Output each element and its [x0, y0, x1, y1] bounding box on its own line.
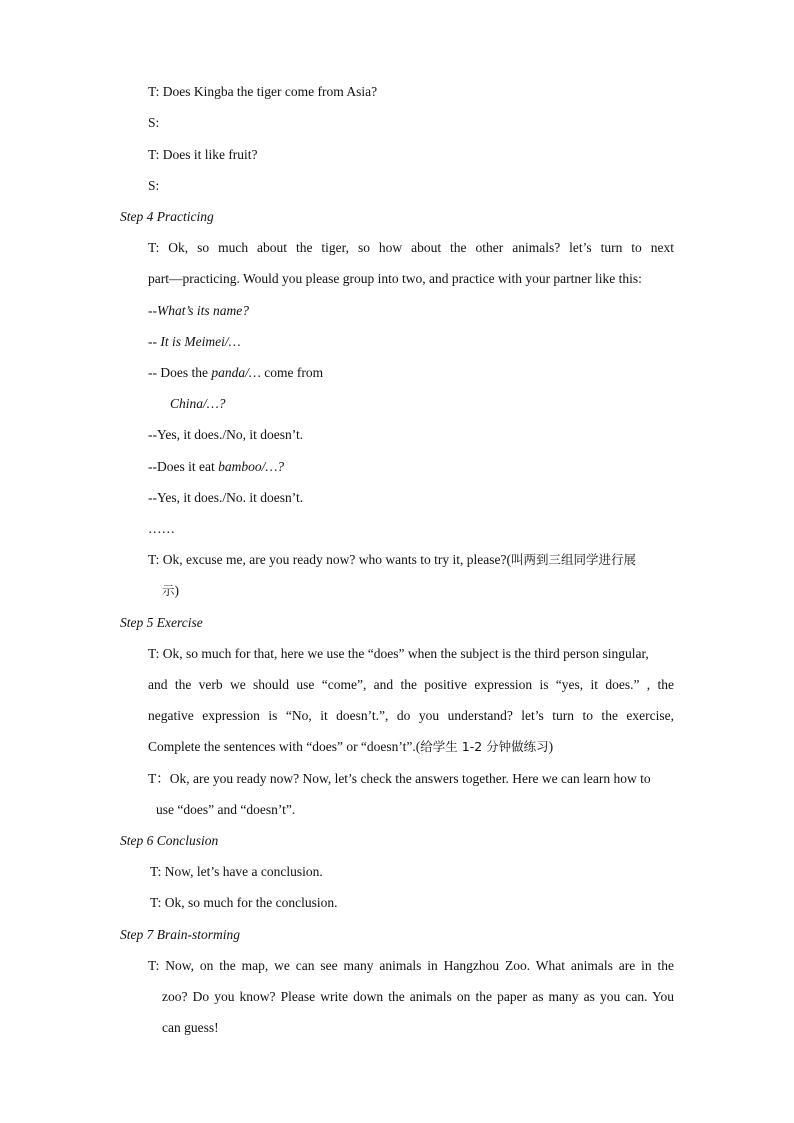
example-italic: It is Meimei/… — [160, 334, 241, 349]
paragraph-line: part—practicing. Would you please group into two, and practice with your partner like this: — [148, 271, 642, 286]
example-italic: bamboo/…? — [218, 459, 285, 474]
example-line: China/…? — [170, 396, 226, 411]
step-heading: Step 6 Conclusion — [120, 833, 219, 848]
step-heading: Step 7 Brain-storming — [120, 927, 240, 942]
text-en: T: Ok, excuse me, are you ready now? who wants to try it, please?( — [148, 552, 511, 567]
example-line — [148, 302, 249, 319]
paragraph-line: use “does” and “doesn’t”. — [156, 802, 296, 817]
dialogue-line: T: Does it like fruit? — [148, 147, 258, 162]
paragraph-line: negative expression is “No, it doesn’t.”, do you understand? let’s turn to the exercise, — [148, 708, 674, 723]
paragraph-line: T: Ok, so much about the tiger, so how about the other animals? let’s turn to next — [148, 240, 674, 255]
example-prefix: -- Does the — [148, 365, 212, 380]
text-en: Complete the sentences with “does” or “doesn’t”.( — [148, 739, 421, 754]
example-line — [148, 364, 323, 381]
example-line: --Yes, it does./No. it doesn’t. — [148, 490, 304, 505]
paragraph-line — [162, 582, 179, 599]
dialogue-line: S: — [148, 178, 160, 193]
dialogue-line: S: — [148, 115, 160, 130]
paragraph-line: T: Ok, so much for the conclusion. — [150, 895, 338, 910]
text-cn: 叫两到三组同学进行展 — [510, 552, 636, 567]
paragraph-line: can guess! — [162, 1020, 219, 1035]
step-heading: Step 5 Exercise — [120, 615, 203, 630]
example-prefix: --Does it eat — [148, 459, 219, 474]
paragraph-line: and the verb we should use “come”, and the positive expression is “yes, it does.” , the — [148, 677, 674, 692]
paragraph-line: T: Now, on the map, we can see many animals in Hangzhou Zoo. What animals are in the — [148, 958, 674, 973]
paragraph-line: T：Ok, are you ready now? Now, let’s check the answers together. Here we can learn how to — [148, 771, 651, 786]
example-line: --Yes, it does./No, it doesn’t. — [148, 427, 304, 442]
dialogue-line: T: Does Kingba the tiger come from Asia? — [148, 84, 378, 99]
paragraph-line — [148, 551, 636, 568]
example-line — [148, 333, 241, 350]
example-line — [148, 458, 284, 475]
paragraph-line: zoo? Do you know? Please write down the animals on the paper as many as you can. You — [162, 989, 674, 1004]
step-heading: Step 4 Practicing — [120, 209, 214, 224]
text-en: ) — [548, 739, 554, 754]
example-prefix: -- — [148, 334, 161, 349]
example-italic: panda/… — [211, 365, 261, 380]
ellipsis: …… — [148, 521, 175, 536]
example-suffix: come from — [260, 365, 324, 380]
paragraph-line: T: Ok, so much for that, here we use the “does” when the subject is the third person singular, — [148, 646, 649, 661]
text-en: ) — [174, 583, 180, 598]
example-text: --What’s its name? — [148, 303, 249, 318]
paragraph-line — [148, 738, 553, 755]
text-cn: 给学生 1-2 分钟做练习 — [420, 739, 549, 754]
text-cn: 示 — [162, 583, 175, 598]
paragraph-line: T: Now, let’s have a conclusion. — [150, 864, 323, 879]
